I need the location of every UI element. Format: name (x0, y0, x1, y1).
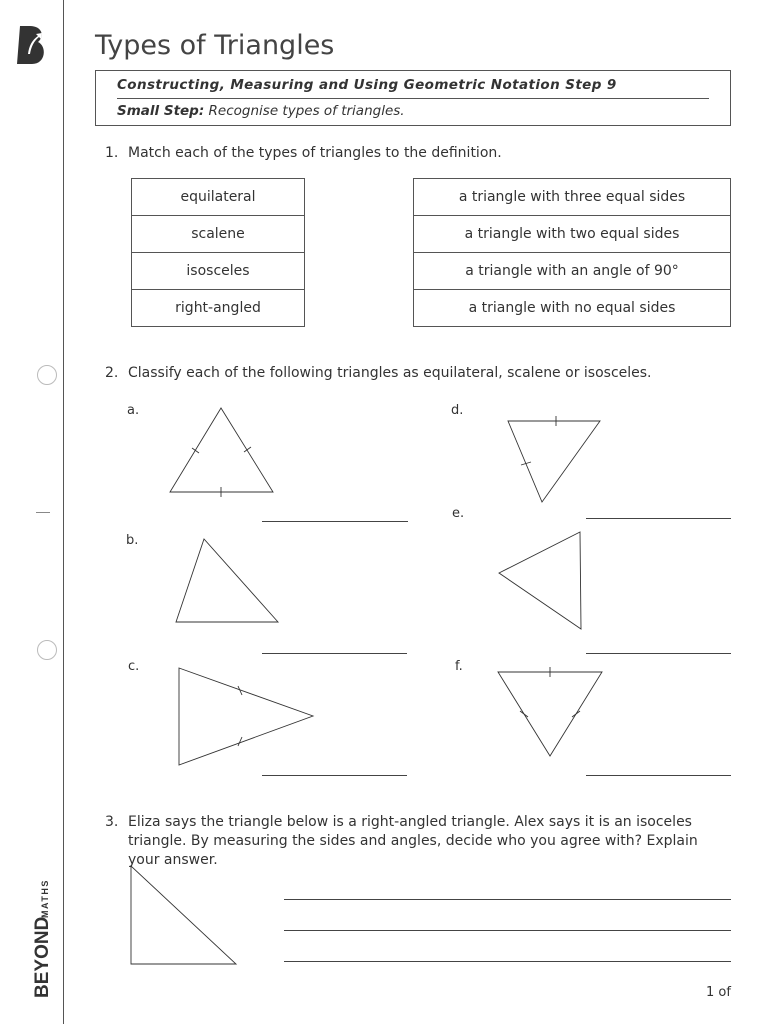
beyond-maths-brand (8, 860, 58, 1000)
definition-cell: a triangle with no equal sides (414, 290, 731, 327)
triangle-f (498, 672, 602, 756)
type-cell: equilateral (132, 179, 305, 216)
question-number: 1. (105, 145, 119, 161)
answer-line-f[interactable] (586, 775, 731, 776)
definition-cell: a triangle with three equal sides (414, 179, 731, 216)
page-number: 1 of (706, 985, 731, 1000)
question-number: 2. (105, 365, 119, 381)
triangle-d (508, 421, 600, 502)
tick-mark (572, 711, 580, 717)
triangle-label-a: a. (127, 403, 140, 418)
answer-line-d[interactable] (586, 518, 731, 519)
question-text: Eliza says the triangle below is a right-angled triangle. Alex says it is an isoceles triangle. By measuring the sides and angles, decide who you agree with? Explain your answer. (128, 814, 698, 868)
definition-cell: a triangle with two equal sides (414, 216, 731, 253)
answer-line-e[interactable] (586, 653, 731, 654)
definition-cell: a triangle with an angle of 90° (414, 253, 731, 290)
type-cell: scalene (132, 216, 305, 253)
tick-mark (192, 448, 199, 453)
answer-line-a[interactable] (262, 521, 408, 522)
step-heading: Constructing, Measuring and Using Geometric Notation Step 9 (117, 77, 617, 93)
brand-sub: MATHS (40, 879, 50, 918)
triangle-label-f: f. (455, 659, 463, 674)
triangle-label-d: d. (451, 403, 464, 418)
question-number: 3. (105, 814, 119, 830)
question-text: Classify each of the following triangles as equilateral, scalene or isosceles. (128, 365, 652, 381)
type-cell: isosceles (132, 253, 305, 290)
page-title: Types of Triangles (95, 30, 335, 61)
answer-line-q3-3[interactable] (284, 961, 731, 962)
triangle-a (170, 408, 273, 492)
brand-name: BEYOND (32, 916, 53, 998)
type-cell: right-angled (132, 290, 305, 327)
answer-line-b[interactable] (262, 653, 407, 654)
triangle-c (179, 668, 313, 765)
small-step-text: Recognise types of triangles. (204, 103, 405, 119)
triangle-b (176, 539, 278, 622)
answer-line-q3-2[interactable] (284, 930, 731, 931)
answer-line-q3-1[interactable] (284, 899, 731, 900)
tick-mark (238, 737, 242, 746)
triangle-label-c: c. (128, 659, 140, 674)
question-text: Match each of the types of triangles to the definition. (128, 145, 502, 161)
triangle-e (499, 532, 581, 629)
triangle-label-e: e. (452, 506, 465, 521)
triangle-q3 (131, 866, 236, 964)
tick-mark (520, 711, 528, 717)
small-step-label: Small Step: (117, 103, 205, 119)
answer-line-c[interactable] (262, 775, 407, 776)
triangle-label-b: b. (126, 533, 139, 548)
